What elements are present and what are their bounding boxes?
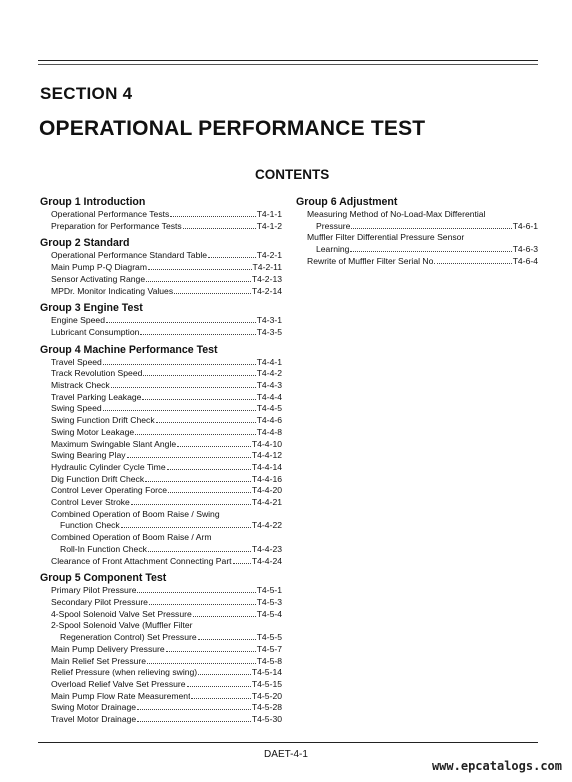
toc-entry-label: Control Lever Stroke — [51, 497, 130, 508]
dot-leader — [166, 651, 256, 652]
watermark: www.epcatalogs.com — [431, 759, 562, 773]
toc-entry-label: Overload Relief Valve Set Pressure — [51, 678, 186, 689]
toc-entry-label: Mistrack Check — [51, 380, 110, 391]
toc-entry[interactable] — [40, 450, 282, 462]
toc-entry-page: T4-1-1 — [256, 209, 282, 219]
dot-leader — [174, 293, 251, 294]
toc-entry-page: T4-4-2 — [256, 368, 282, 379]
dot-leader — [140, 334, 255, 335]
toc-entry-page: T4-4-21 — [251, 497, 282, 508]
toc-entry-page: T4-6-1 — [512, 220, 538, 231]
toc-entry[interactable] — [40, 221, 282, 233]
toc-entry-page: T4-1-2 — [256, 220, 282, 231]
toc-entry-label: Travel Parking Leakage — [51, 391, 142, 402]
toc-entry-label: Swing Motor Drainage — [51, 702, 137, 713]
toc-entry-label: Rewrite of Muffler Filter Serial No. — [307, 255, 436, 266]
dot-leader — [167, 469, 251, 470]
top-rule-thin — [38, 64, 538, 65]
toc-entry[interactable] — [40, 427, 282, 439]
dot-leader — [131, 504, 251, 505]
toc-entry-label: Travel Speed — [51, 356, 102, 367]
dot-leader — [170, 216, 255, 217]
toc-entry[interactable] — [40, 315, 282, 327]
dot-leader — [208, 257, 256, 258]
dot-leader — [143, 375, 255, 376]
dot-leader — [437, 263, 512, 264]
toc-entry-label: 4-Spool Solenoid Valve Set Pressure — [51, 608, 192, 619]
toc-entry[interactable] — [40, 474, 282, 486]
toc-entry-page: T4-5-7 — [256, 643, 282, 654]
toc-entry-page: T4-5-30 — [251, 714, 282, 725]
toc-entry-page: T4-5-28 — [251, 702, 282, 713]
dot-leader — [146, 281, 251, 282]
dot-leader — [177, 446, 251, 447]
dot-leader — [351, 228, 511, 229]
toc-entry[interactable] — [40, 439, 282, 451]
toc-entry-page: T4-4-14 — [251, 461, 282, 472]
toc-entry-page: T4-4-5 — [256, 403, 282, 414]
toc-entry[interactable] — [296, 256, 538, 268]
dot-leader — [149, 604, 256, 605]
toc-entry-label: Operational Performance Standard Table — [51, 250, 208, 261]
toc-group-heading: Group 6 Adjustment — [296, 196, 398, 208]
toc-entry-label: Preparation for Performance Tests — [51, 220, 182, 231]
toc-entry-label: Hydraulic Cylinder Cycle Time — [51, 461, 166, 472]
toc-entry-page: T4-4-23 — [251, 543, 282, 554]
toc-entry[interactable] — [296, 221, 538, 233]
toc-entry-page: T4-6-3 — [512, 244, 538, 255]
bottom-rule — [38, 742, 538, 743]
dot-leader — [103, 364, 256, 365]
toc-entry[interactable] — [296, 244, 538, 256]
dot-leader — [137, 721, 251, 722]
toc-entry[interactable] — [40, 656, 282, 668]
toc-right-column — [296, 195, 538, 268]
toc-entry-page: T4-2-13 — [251, 273, 282, 284]
toc-entry-label: Control Lever Operating Force — [51, 485, 168, 496]
toc-entry-label: Primary Pilot Pressure — [51, 585, 137, 596]
toc-entry-label: Regeneration Control) Set Pressure — [60, 632, 197, 643]
toc-entry-label: Engine Speed — [51, 315, 105, 326]
toc-entry-label: Dig Function Drift Check — [51, 473, 145, 484]
toc-entry[interactable] — [40, 380, 282, 392]
dot-leader — [187, 686, 251, 687]
toc-entry-page: T4-5-15 — [251, 678, 282, 689]
toc-group-heading: Group 1 Introduction — [40, 196, 146, 208]
dot-leader — [156, 422, 256, 423]
dot-leader — [191, 698, 250, 699]
toc-entry[interactable] — [40, 667, 282, 679]
toc-entry-page: T4-6-4 — [512, 255, 538, 266]
toc-entry[interactable] — [40, 485, 282, 497]
toc-entry-page: T4-5-14 — [251, 667, 282, 678]
toc-entry[interactable] — [40, 209, 282, 221]
toc-entry[interactable] — [40, 609, 282, 621]
toc-entry[interactable] — [40, 585, 282, 597]
toc-entry-page: T4-5-8 — [256, 655, 282, 666]
toc-entry-page: T4-4-8 — [256, 426, 282, 437]
toc-entry-page: T4-4-24 — [251, 555, 282, 566]
toc-entry[interactable] — [40, 286, 282, 298]
dot-leader — [198, 674, 251, 675]
toc-entry-label: Swing Motor Leakage — [51, 426, 135, 437]
toc-entry[interactable] — [40, 702, 282, 714]
dot-leader — [121, 527, 251, 528]
toc-entry-page: T4-4-1 — [256, 356, 282, 367]
toc-entry-page: T4-5-3 — [256, 596, 282, 607]
toc-entry[interactable] — [40, 250, 282, 262]
toc-entry-label: Learning — [316, 244, 350, 255]
toc-entry[interactable] — [40, 644, 282, 656]
toc-entry[interactable] — [40, 520, 282, 532]
dot-leader — [193, 616, 256, 617]
toc-entry-page: T4-3-1 — [256, 315, 282, 326]
toc-entry[interactable] — [40, 556, 282, 568]
toc-entry[interactable] — [40, 632, 282, 644]
toc-entry-label-line: Muffler Filter Differential Pressure Sensor — [307, 232, 465, 243]
toc-entry-label-line: 2-Spool Solenoid Valve (Muffler Filter — [51, 620, 193, 631]
dot-leader — [142, 399, 255, 400]
toc-entry-label: Sensor Activating Range — [51, 273, 146, 284]
dot-leader — [147, 663, 256, 664]
contents-heading: CONTENTS — [255, 167, 330, 182]
toc-entry-page: T4-4-4 — [256, 391, 282, 402]
top-rule — [38, 60, 538, 61]
dot-leader — [106, 322, 256, 323]
dot-leader — [135, 434, 256, 435]
toc-entry-page: T4-5-1 — [256, 585, 282, 596]
toc-left-column — [40, 195, 282, 726]
toc-entry-label-line: Combined Operation of Boom Raise / Swing — [51, 508, 220, 519]
toc-entry-label: MPDr. Monitor Indicating Values — [51, 285, 174, 296]
toc-entry[interactable] — [40, 368, 282, 380]
toc-entry[interactable] — [40, 462, 282, 474]
toc-entry-page: T4-4-6 — [256, 415, 282, 426]
toc-entry-label: Swing Speed — [51, 403, 102, 414]
dot-leader — [148, 551, 251, 552]
toc-entry-page: T4-5-5 — [256, 632, 282, 643]
dot-leader — [350, 251, 511, 252]
toc-entry-page: T4-2-14 — [251, 285, 282, 296]
toc-entry[interactable] — [40, 403, 282, 415]
toc-group-heading: Group 5 Component Test — [40, 572, 167, 585]
toc-entry-page: T4-4-10 — [251, 438, 282, 449]
toc-entry-label: Operational Performance Tests — [51, 209, 170, 219]
toc-entry-label: Track Revolution Speed — [51, 368, 143, 379]
toc-entry[interactable] — [40, 497, 282, 509]
section-label: SECTION 4 — [40, 84, 133, 103]
toc-entry-page: T4-4-3 — [256, 380, 282, 391]
toc-entry[interactable] — [40, 544, 282, 556]
toc-entry-label: Swing Function Drift Check — [51, 415, 155, 426]
dot-leader — [168, 492, 251, 493]
page-number: DAET-4-1 — [264, 749, 308, 760]
toc-entry-label: Travel Motor Drainage — [51, 714, 137, 725]
dot-leader — [111, 387, 256, 388]
toc-entry[interactable] — [40, 262, 282, 274]
toc-entry-page: T4-4-12 — [251, 450, 282, 461]
dot-leader — [137, 592, 255, 593]
toc-entry-page: T4-2-1 — [256, 250, 282, 261]
toc-entry-label: Lubricant Consumption — [51, 326, 140, 337]
dot-leader — [145, 481, 251, 482]
toc-entry-label: Clearance of Front Attachment Connecting Part — [51, 555, 232, 566]
toc-entry-page: T4-3-5 — [256, 326, 282, 337]
toc-entry-label: Main Pump Flow Rate Measurement — [51, 690, 191, 701]
toc-entry-label: Secondary Pilot Pressure — [51, 596, 148, 607]
toc-entry-label-line: Measuring Method of No-Load-Max Differential — [307, 209, 486, 219]
dot-leader — [233, 563, 251, 564]
toc-entry-label: Main Relief Set Pressure — [51, 655, 147, 666]
toc-entry-label-line: Combined Operation of Boom Raise / Arm — [51, 532, 212, 543]
toc-entry-page: T4-4-22 — [251, 520, 282, 531]
toc-entry[interactable] — [40, 392, 282, 404]
toc-entry-label: Swing Bearing Play — [51, 450, 126, 461]
dot-leader — [198, 639, 256, 640]
dot-leader — [148, 269, 252, 270]
dot-leader — [137, 709, 251, 710]
toc-entry[interactable] — [40, 357, 282, 369]
toc-entry-label: Pressure — [316, 220, 351, 231]
toc-entry-page: T4-5-20 — [251, 690, 282, 701]
toc-entry-label: Function Check — [60, 520, 120, 531]
toc-entry-label: Maximum Swingable Slant Angle — [51, 438, 177, 449]
toc-entry-page: T4-2-11 — [252, 262, 282, 273]
toc-entry[interactable] — [40, 714, 282, 726]
toc-entry-label: Roll-In Function Check — [60, 543, 147, 554]
toc-entry[interactable] — [40, 415, 282, 427]
toc-entry[interactable] — [40, 274, 282, 286]
toc-group-heading: Group 4 Machine Performance Test — [40, 343, 218, 356]
toc-entry[interactable] — [40, 327, 282, 339]
toc-group-heading: Group 2 Standard — [40, 237, 130, 250]
toc-entry-label: Relief Pressure (when relieving swing) — [51, 667, 198, 678]
toc-entry[interactable] — [40, 691, 282, 703]
dot-leader — [127, 457, 251, 458]
toc-entry-page: T4-4-20 — [251, 485, 282, 496]
toc-entry-label: Main Pump Delivery Pressure — [51, 643, 165, 654]
toc-entry[interactable] — [40, 679, 282, 691]
dot-leader — [183, 228, 256, 229]
toc-group-heading: Group 3 Engine Test — [40, 302, 143, 315]
toc-entry[interactable] — [40, 597, 282, 609]
toc-entry-page: T4-4-16 — [251, 473, 282, 484]
toc-entry-page: T4-5-4 — [256, 608, 282, 619]
toc-entry-label: Main Pump P-Q Diagram — [51, 262, 147, 273]
dot-leader — [103, 410, 256, 411]
page-title: OPERATIONAL PERFORMANCE TEST — [39, 117, 426, 140]
